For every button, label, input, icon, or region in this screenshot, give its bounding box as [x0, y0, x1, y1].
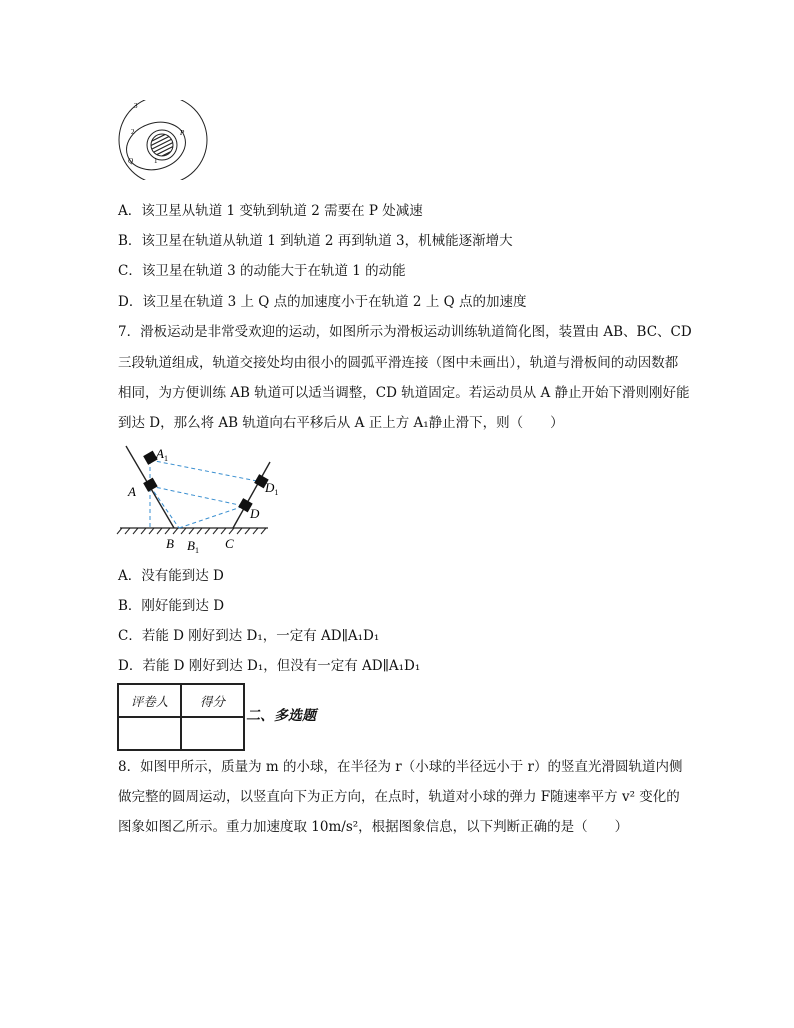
ground-hatching — [117, 528, 266, 534]
reviewer-cell[interactable] — [118, 717, 181, 750]
q8-stem-line-2: 做完整的圆周运动，以竖直向下为正方向，在点时，轨道对小球的弹力 F随速率平方 v² 变化的 — [118, 789, 680, 805]
q8-stem-line-1: 8．如图甲所示，质量为 m 的小球，在半径为 r（小球的半径远小于 r）的竖直光滑圆轨道内侧 — [118, 759, 683, 775]
label-b1: $B_1$ — [187, 538, 199, 555]
label-d1: $D_1$ — [265, 480, 279, 497]
q7-option-c: C．若能 D 刚好到达 D₁，一定有 AD∥A₁D₁ — [118, 628, 380, 644]
orbit-3-label: 3 — [134, 102, 138, 110]
dashed-lines — [150, 460, 262, 528]
score-cell[interactable] — [181, 717, 244, 750]
label-a1: $A_1$ — [156, 446, 168, 463]
orbit-diagram — [116, 100, 212, 180]
q8-stem-line-3: 图象如图乙所示。重力加速度取 10m/s²，根据图象信息，以下判断正确的是（ ） — [118, 819, 629, 835]
label-c: C — [225, 536, 234, 551]
q6-option-c: C．该卫星在轨道 3 的动能大于在轨道 1 的动能 — [118, 263, 406, 279]
q7-option-d: D．若能 D 刚好到达 D₁，但没有一定有 AD∥A₁D₁ — [118, 658, 421, 674]
label-d: D — [250, 506, 260, 521]
q7-stem-line-4: 到达 D，那么将 AB 轨道向右平移后从 A 正上方 A₁静止滑下，则（ ） — [118, 415, 564, 431]
q7-option-b: B．刚好能到达 D — [118, 598, 225, 614]
skateboard-track-diagram — [112, 440, 282, 556]
q7-stem-line-2: 三段轨道组成，轨道交接处均由很小的圆弧平滑连接（图中未画出），轨道与滑板间的动因数都 — [118, 355, 679, 371]
q6-option-d: D．该卫星在轨道 3 上 Q 点的加速度小于在轨道 2 上 Q 点的加速度 — [118, 294, 527, 310]
label-a: A — [128, 484, 136, 499]
q6-option-b: B．该卫星在轨道从轨道 1 到轨道 2 再到轨道 3，机械能逐渐增大 — [118, 233, 513, 249]
label-b: B — [166, 536, 174, 551]
section-title: 二、多选题 — [246, 708, 316, 724]
point-q-label: Q — [128, 157, 134, 165]
q7-stem-line-3: 相同，为方便训练 AB 轨道可以适当调整，CD 轨道固定。若运动员从 A 静止开始下滑则刚好能 — [118, 385, 690, 401]
grading-table — [117, 683, 245, 751]
q7-stem-line-1: 7．滑板运动是非常受欢迎的运动，如图所示为滑板运动训练轨道简化图，装置由 AB、BC、CD — [118, 324, 692, 340]
orbit-1-label: 1 — [154, 157, 158, 165]
point-p-label: P — [180, 129, 185, 137]
orbit-2-label: 2 — [131, 128, 135, 136]
reviewer-header: 评卷人 — [118, 684, 181, 717]
q6-option-a: A．该卫星从轨道 1 变轨到轨道 2 需要在 P 处减速 — [118, 203, 423, 219]
score-header: 得分 — [181, 684, 244, 717]
q7-option-a: A．没有能到达 D — [118, 568, 224, 584]
